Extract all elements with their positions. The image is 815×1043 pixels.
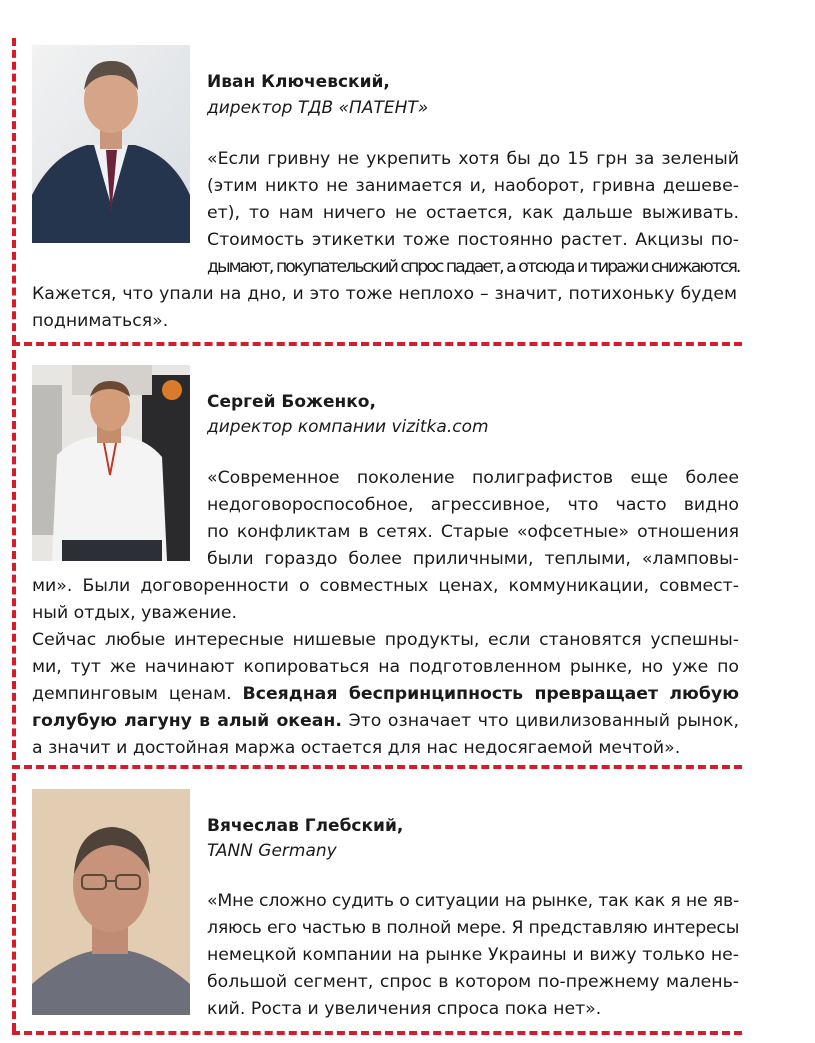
- person-name: Сергей Боженко,: [207, 392, 376, 412]
- dashed-separator-3: [12, 1031, 742, 1035]
- person-name: Иван Ключевский,: [207, 72, 390, 92]
- person-role: директор ТДВ «ПАТЕНТ»: [207, 98, 429, 118]
- dashed-separator-2: [12, 765, 742, 769]
- portrait-photo-vyacheslav: [32, 789, 190, 1015]
- person-quote-cont: [32, 573, 739, 762]
- quote-line: Сейчас любые интересные нишевые продукты, если становятся успешны-: [32, 630, 739, 650]
- person-role: директор компании vizitka.com: [207, 417, 489, 437]
- dashed-separator-1: [12, 342, 742, 346]
- quote-line: «Мне сложно судить о ситуации на рынке, так как я не яв-: [207, 891, 740, 911]
- quote-line: большой сегмент, спрос в котором по-прежнему малень-: [207, 972, 739, 992]
- quote-line: а значит и достойная маржа остается для нас недосягаемой мечтой».: [32, 738, 681, 758]
- dashed-border-left-1: [12, 38, 16, 343]
- person-quote: [207, 888, 739, 1023]
- person-quote: [207, 465, 739, 573]
- person-role: TANN Germany: [207, 841, 337, 861]
- quote-line: (этим никто не занимается и, наоборот, гривна дешеве-: [207, 176, 739, 196]
- person-name: Вячеслав Глебский,: [207, 816, 404, 836]
- quote-line: по конфликтам в сетях. Старые «офсетные» отношения: [207, 522, 739, 542]
- quote-line: дымают, покупательский спрос падает, а отсюда и тиражи снижаются.: [207, 257, 740, 277]
- quote-line: Кажется, что упали на дно, и это тоже неплохо – значит, потихоньку будем: [32, 284, 737, 304]
- quote-line: Стоимость этикетки тоже постоянно растет. Акцизы по-: [207, 230, 739, 250]
- quote-line: ляюсь его частью в полной мере. Я представляю интересы: [207, 918, 740, 938]
- quote-line: [32, 681, 739, 708]
- person-quote-cont: [32, 254, 739, 335]
- quote-line: ми». Были договоренности о совместных ценах, коммуникации, совмест-: [32, 576, 739, 596]
- quote-line: немецкой компании на рынке Украины и вижу только не-: [207, 945, 739, 965]
- quote-line: [32, 708, 739, 735]
- quote-text: Это означает что цивилизованный рынок,: [341, 711, 739, 731]
- dashed-border-left-2: [12, 350, 16, 760]
- quote-text: демпинговым ценам.: [32, 684, 243, 704]
- quote-line: ми, тут же начинают копироваться на подготовленном рынке, но уже по: [32, 657, 739, 677]
- quote-line: ет), то нам ничего не остается, как дальше выживать.: [207, 203, 739, 223]
- quote-line: подниматься».: [32, 311, 169, 331]
- person-quote: [207, 146, 739, 254]
- quote-line: недоговороспособное, агрессивное, что часто видно: [207, 495, 739, 515]
- quote-line: были гораздо более приличными, теплыми, «ламповы-: [207, 549, 739, 569]
- quote-line: «Если гривну не укрепить хотя бы до 15 грн за зеленый: [207, 149, 739, 169]
- quote-line: кий. Роста и увеличения спроса пока нет».: [207, 999, 602, 1019]
- dashed-border-left-3: [12, 773, 16, 1031]
- quote-highlight: голубую лагуну в алый океан.: [32, 711, 342, 731]
- quote-line: ный отдых, уважение.: [32, 603, 237, 623]
- quote-highlight: Всеядная беспринципность превращает любую: [242, 684, 739, 704]
- portrait-photo-sergey: [32, 365, 190, 561]
- portrait-photo-ivan: [32, 45, 190, 243]
- quote-line: «Современное поколение полиграфистов еще более: [207, 468, 739, 488]
